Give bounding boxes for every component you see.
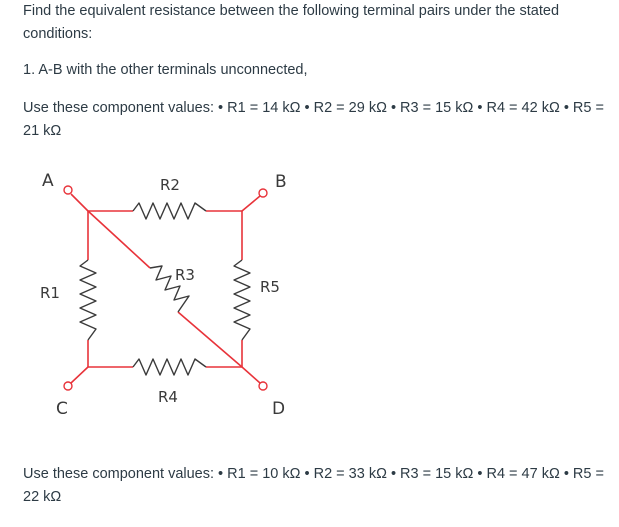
resistor-r2-label: R2: [160, 176, 180, 194]
resistor-r2-symbol: [133, 203, 206, 219]
resistor-r5-symbol: [234, 260, 250, 340]
condition-text: 1. A-B with the other terminals unconnected,: [23, 62, 308, 78]
wire-a-lead: [71, 194, 88, 211]
wire-b-lead: [242, 196, 260, 211]
wire-c-lead: [71, 367, 88, 383]
component-values-first: Use these component values: • R1 = 14 kΩ • R2 = 29 kΩ • R3 = 15 kΩ • R4 = 42 kΩ • R5 = 21 kΩ: [23, 100, 604, 139]
terminal-c-node: [64, 382, 72, 390]
resistor-r3-label: R3: [175, 266, 195, 284]
question-text: Find the equivalent resistance between the following terminal pairs under the stated conditions:: [23, 3, 560, 42]
component-values-second: Use these component values: • R1 = 10 kΩ • R2 = 33 kΩ • R3 = 15 kΩ • R4 = 47 kΩ • R5 = 22 kΩ: [23, 466, 604, 505]
terminal-a-node: [64, 186, 72, 194]
terminal-b-label: B: [275, 172, 287, 192]
resistor-r4-symbol: [133, 359, 206, 375]
terminal-d-node: [259, 382, 267, 390]
resistor-r1-symbol: [80, 260, 96, 340]
wire-diagonal-lower: [178, 312, 242, 367]
resistor-r4-label: R4: [158, 388, 178, 406]
terminal-b-node: [259, 189, 267, 197]
wire-d-lead: [242, 367, 260, 383]
terminal-c-label: C: [56, 399, 68, 419]
wire-diagonal-upper: [88, 211, 150, 268]
resistor-r1-label: R1: [40, 284, 60, 302]
resistor-r5-label: R5: [260, 278, 280, 296]
terminal-a-label: A: [42, 171, 54, 191]
terminal-d-label: D: [272, 399, 286, 419]
